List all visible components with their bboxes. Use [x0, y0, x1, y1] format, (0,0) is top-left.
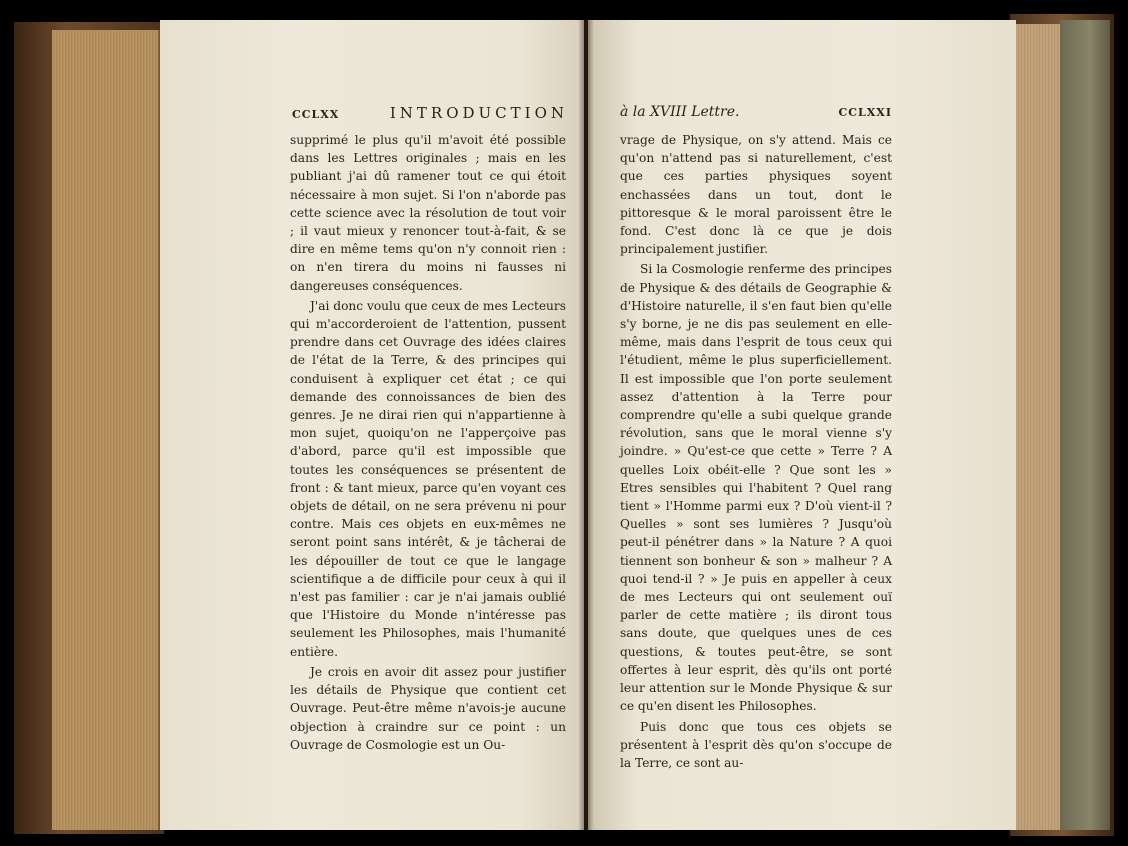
paragraph: vrage de Physique, on s'y attend. Mais ce qu'on n'attend pas si naturellement, c'est que ces parties physiques soyent enchassées dans un tout, dont le pittoresque & le moral paroissent être le fond. C'est donc là ce que je dois principalement justifier.: [620, 133, 892, 257]
left-page-number: CCLXX: [292, 108, 340, 121]
paragraph: Je crois en avoir dit assez pour justifier les détails de Physique que contient cet Ouvrage. Peut-être même n'avois-je aucune objection à craindre sur ce point : un Ouvrage de Cosmologie est un Ou-: [290, 664, 566, 752]
right-page-text: [620, 131, 892, 772]
left-running-title: INTRODUCTION: [389, 104, 568, 122]
right-running-title: à la XVIII Lettre.: [620, 104, 740, 120]
right-running-head: [620, 104, 892, 124]
left-page-text: [290, 131, 566, 754]
left-page-edges: [52, 30, 160, 830]
book-gutter: [578, 20, 594, 830]
paragraph: J'ai donc voulu que ceux de mes Lecteurs qui m'accorderoient de l'attention, pussent prendre dans cet Ouvrage des idées claires de l'état de la Terre, & des principes qui conduisent à expliquer cet état ; ce qui demande des connoissances de bien des genres. Je ne dirai rien qui n'appartienne à mon sujet, quoiqu'on ne l'apperçoive pas d'abord, parce qu'il est impossible que toutes les conséquences se présentent de front : & tant mieux, parce qu'en voyant ces objets de détail, on ne sera prévenu ni pour contre. Mais ces objets en eux-mêmes ne seront point sans intérêt, & je tâcherai de les dépouiller de tout ce que le langage scientifique a de difficile pour ceux à qui il n'est pas familier : car je n'ai jamais oublié que l'Histoire du Monde n'intéresse pas seulement les Philosophes, mais l'humanité entière.: [290, 298, 566, 659]
right-board: [1060, 20, 1110, 830]
right-page-number: CCLXXI: [838, 106, 892, 119]
paragraph: Si la Cosmologie renferme des principes de Physique & des détails de Geographie & d'Histoire naturelle, il s'en faut bien qu'elle s'y borne, je ne dis pas seulement en elle-même, mais dans l'esprit de tous ceux qui l'étudient, même le plus superficiellement. Il est impossible que l'on porte seulement assez d'attention à la Terre pour comprendre qu'elle a subi quelque grande révolution, sans que le moral vienne s'y joindre. » Qu'est-ce que cette » Terre ? A quelles Loix obéit-elle ? Que sont les » Etres sensibles qui l'habitent ? Quel rang tient » l'Homme parmi eux ? D'où vient-il ? Quelles » sont ses lumières ? Jusqu'où peut-il pénétrer dans » la Nature ? A quoi tiennent son bonheur & son » malheur ? A quoi tend-il ? » Je puis en appeller à ceux de mes Lecteurs qui ont seulement ouï parler de cette matière ; ils diront tous sans doute, que quelques unes de ces questions, & toutes peut-être, se sont offertes à leur esprit, dès qu'ils ont porté leur attention sur le Monde Physique & sur ce qu'en disent les Philosophes.: [620, 262, 892, 714]
left-running-head: [292, 104, 568, 124]
right-page-edges: [1014, 24, 1064, 830]
paragraph: Puis donc que tous ces objets se présentent à l'esprit dès qu'on s'occupe de la Terre, ce sont au-: [620, 719, 892, 770]
paragraph: supprimé le plus qu'il m'avoit été possible dans les Lettres originales ; mais en les publiant j'ai dû ramener tout ce qui étoit nécessaire à mon sujet. Si l'on n'aborde pas cette science avec la résolution de tout voir ; il vaut mieux y renoncer tout-à-fait, & se dire en même tems qu'on n'y connoit rien : on n'en tirera du moins ni fausses ni dangereuses conséquences.: [290, 133, 566, 293]
